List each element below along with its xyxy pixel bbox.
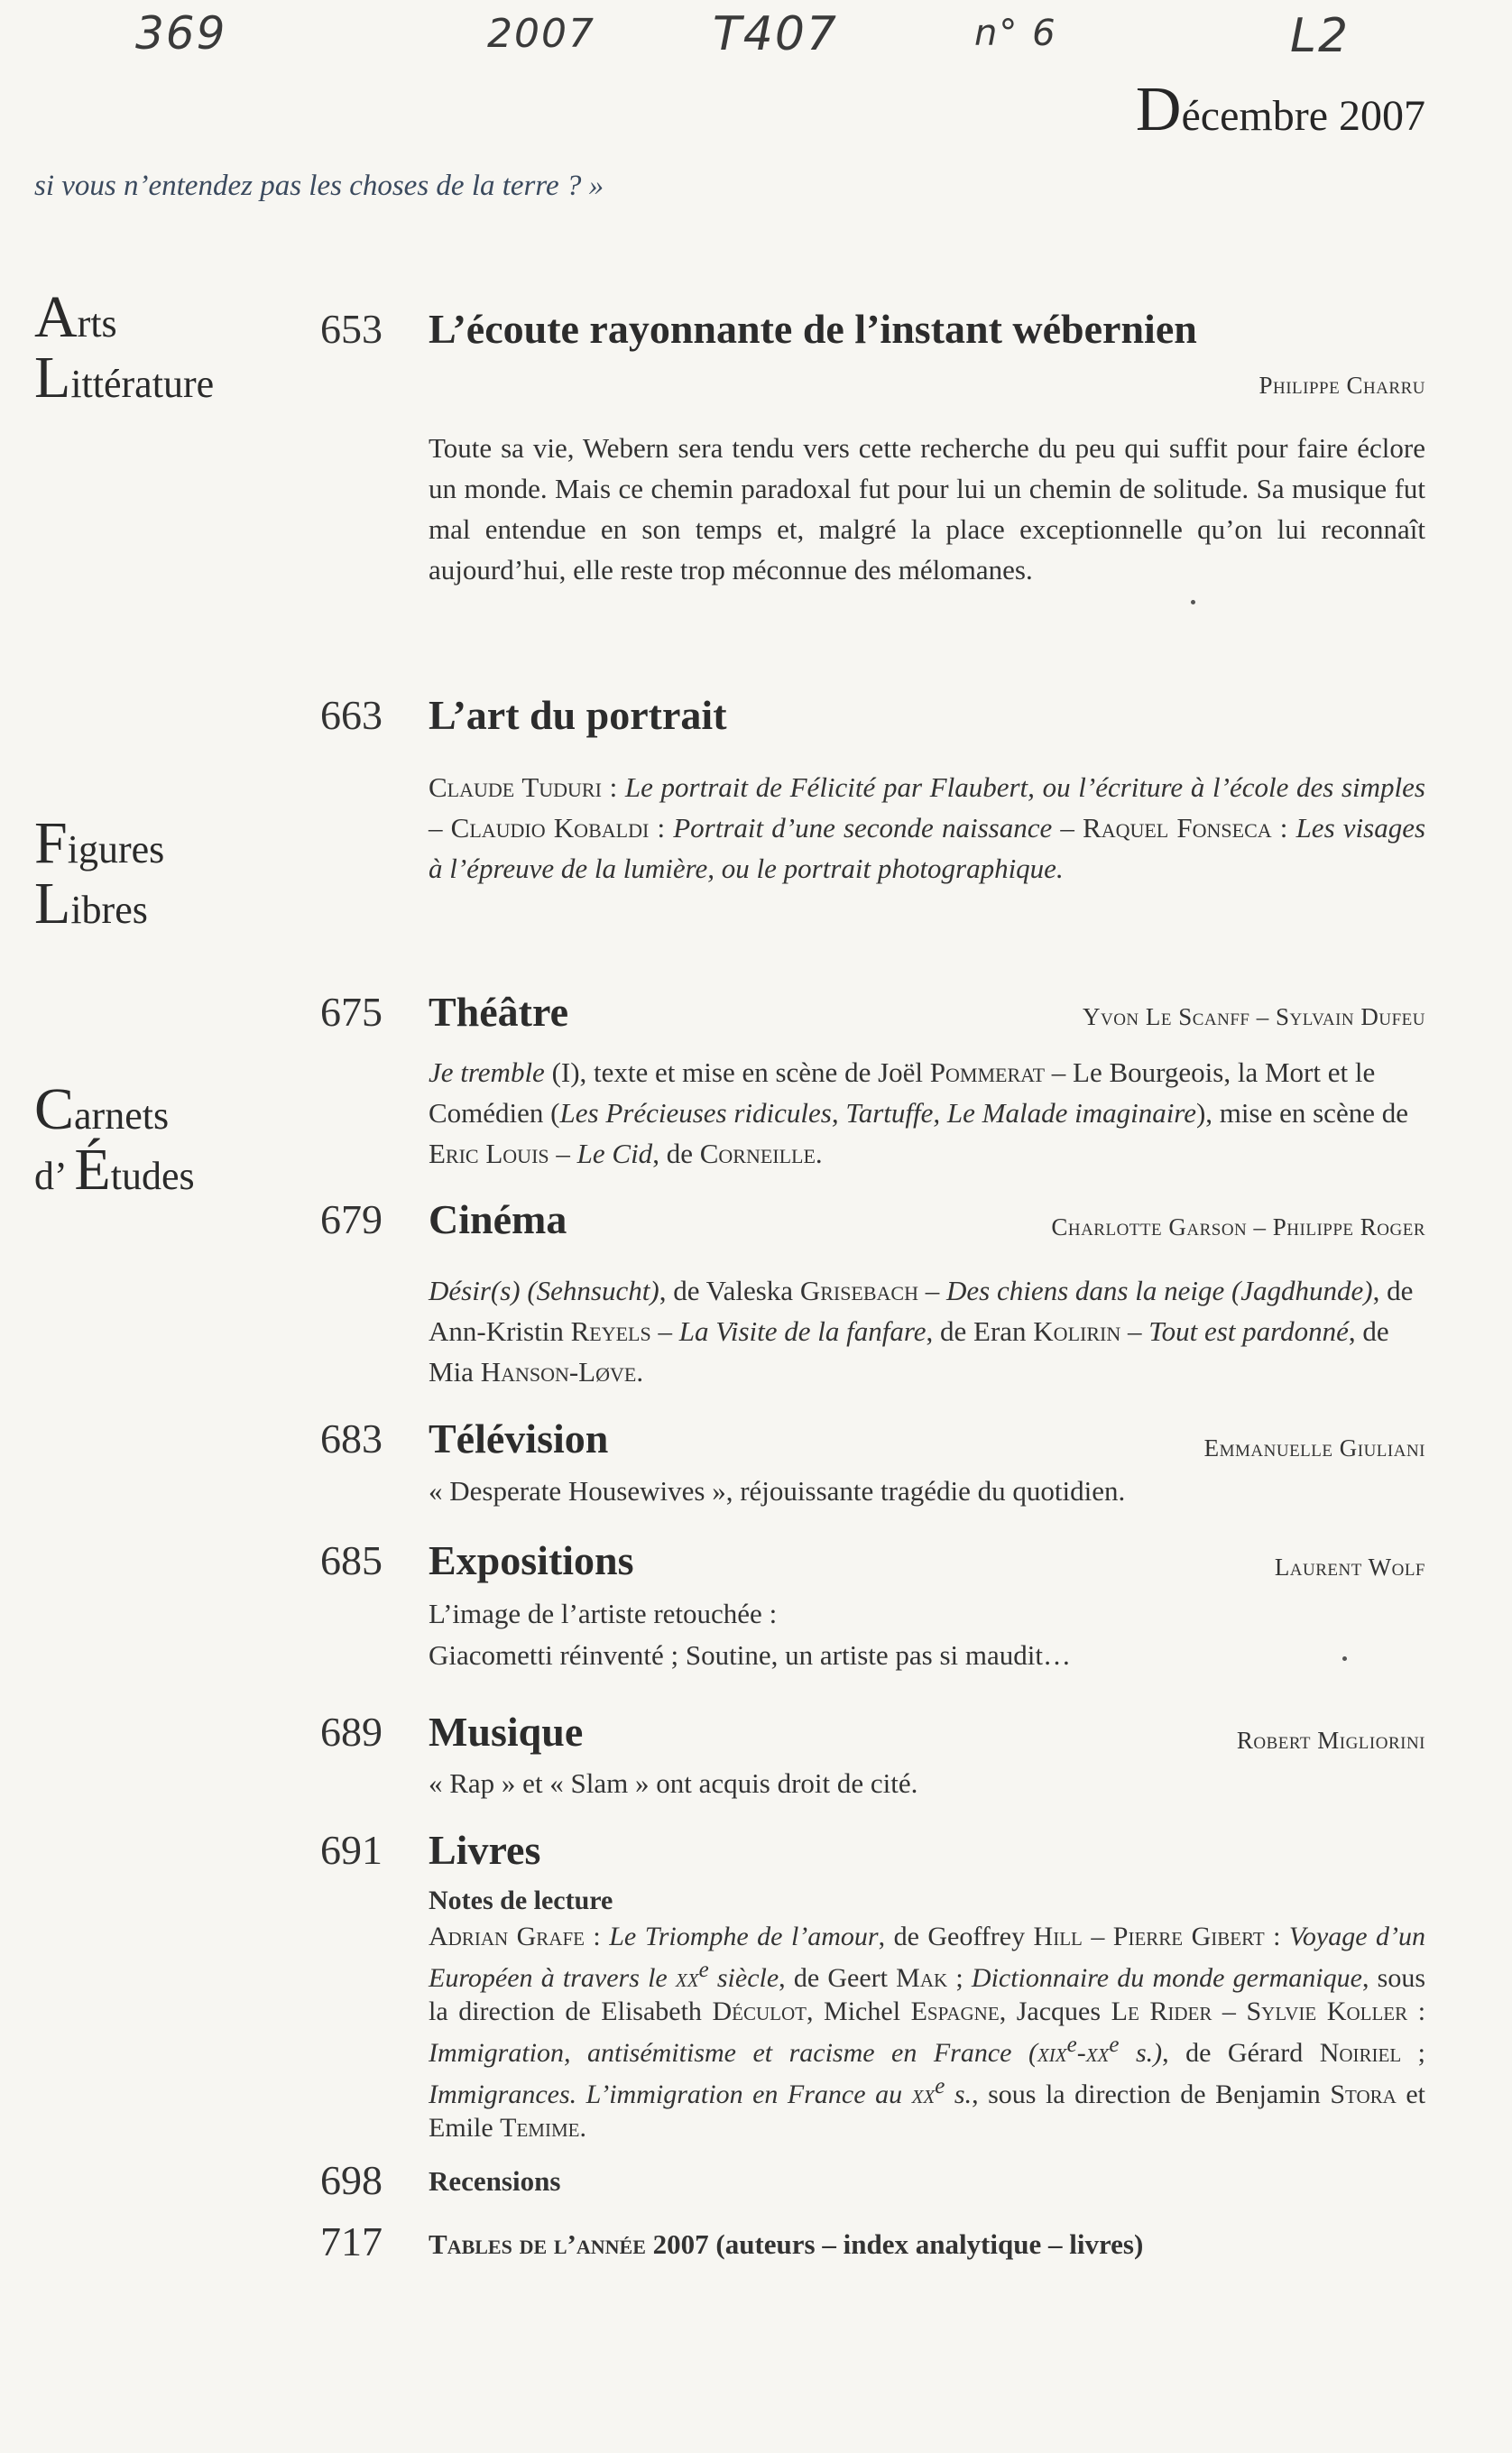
speck-2 <box>1342 1656 1347 1661</box>
title-livres[interactable]: Livres <box>429 1827 541 1873</box>
title-webern[interactable]: L’écoute rayonnante de l’instant wébernien <box>429 306 1197 352</box>
title-cinema[interactable]: Cinéma <box>429 1196 567 1242</box>
page-679: 679 <box>320 1196 383 1242</box>
page-683: 683 <box>320 1416 383 1462</box>
section-etudes-line: d’ Études <box>34 1137 195 1203</box>
page-663: 663 <box>320 692 383 738</box>
page-717: 717 <box>320 2218 383 2264</box>
section-carnets-line: Carnets <box>34 1076 170 1142</box>
handwritten-mark-3: T407 <box>713 7 839 61</box>
contents-expositions-line2: Giacometti réinventé ; Soutine, un artiste pas si maudit… <box>429 1639 1071 1671</box>
issue-date-initial: D <box>1135 75 1182 144</box>
contents-expositions-line1: L’image de l’artiste retouchée : <box>429 1598 778 1629</box>
title-musique[interactable]: Musique <box>429 1709 584 1755</box>
section-figures-line: Figures <box>34 810 165 876</box>
handwritten-mark-1: 369 <box>135 7 227 60</box>
contents-portrait: Claude Tuduri : Le portrait de Félicité par Flaubert, ou l’écriture à l’école des simples – Claudio Kobaldi : Portrait d’une seconde naissance – Raquel Fonseca : Les visages à l’épreuve de la lumière, ou le portrait photographique. <box>429 771 1426 884</box>
author-theatre: Yvon Le Scanff – Sylvain Dufeu <box>1082 1003 1425 1030</box>
title-expositions[interactable]: Expositions <box>429 1537 634 1583</box>
handwritten-mark-2: 2007 <box>487 11 595 57</box>
subtitle-notes-de-lecture: Notes de lecture <box>429 1886 613 1915</box>
page-691: 691 <box>320 1827 383 1873</box>
section-litterature-line: Littérature <box>34 345 215 410</box>
title-television[interactable]: Télévision <box>429 1416 609 1462</box>
handwritten-mark-5: L2 <box>1290 9 1351 63</box>
issue-date <box>1136 74 1425 146</box>
contents-theatre: Je tremble (I), texte et mise en scène de Joël Pommerat – Le Bourgeois, la Mort et le Comédien (Les Précieuses ridicules, Tartuffe, Le Malade imaginaire), mise en scène de Eric Louis – Le Cid, de Corneille. <box>429 1056 1408 1169</box>
author-expositions: Laurent Wolf <box>1274 1554 1425 1581</box>
author-television: Emmanuelle Giuliani <box>1203 1434 1425 1462</box>
contents-cinema: Désir(s) (Sehnsucht), de Valeska Grisebach – Des chiens dans la neige (Jagdhunde), de Ann-Kristin Reyels – La Visite de la fanfare, de Eran Kolirin – Tout est pardonné, de Mia Hanson-Løve. <box>429 1275 1414 1388</box>
page-689: 689 <box>320 1709 383 1755</box>
page-685: 685 <box>320 1537 383 1583</box>
title-tables[interactable]: Tables de l’année 2007 (auteurs – index analytique – livres) <box>429 2228 1144 2260</box>
handwritten-mark-4: n° 6 <box>974 13 1057 54</box>
page-698: 698 <box>320 2157 383 2203</box>
contents-musique: « Rap » et « Slam » ont acquis droit de cité. <box>429 1767 918 1799</box>
title-recensions[interactable]: Recensions <box>429 2165 561 2197</box>
title-theatre[interactable]: Théâtre <box>429 989 569 1035</box>
speck-1 <box>1191 600 1195 604</box>
section-carnets-etudes <box>34 1076 195 1203</box>
contents-livres: Adrian Grafe : Le Triomphe de l’amour, de Geoffrey Hill – Pierre Gibert : Voyage d’un Européen à travers le $xx^e$ siècle, de Geert Mak ; Dictionnaire du monde germanique, sous la direction de Elisabeth Déculot, Michel Espagne, Jacques Le Rider – Sylvie Koller : Immigration, antisémitisme et racisme en France ($xix^e-xx^e$ s.), de Gérard Noiriel ; Immigrances. L’immigration en France au $xx^e$ s., sous la direction de Benjamin Stora et Emile Temime. <box>429 1922 1426 2143</box>
author-cinema: Charlotte Garson – Philippe Roger <box>1051 1213 1425 1240</box>
author-musique: Robert Migliorini <box>1236 1727 1425 1754</box>
contents-television: « Desperate Housewives », réjouissante tragédie du quotidien. <box>429 1475 1126 1507</box>
section-arts-line: Arts <box>34 284 117 350</box>
abstract-webern: Toute sa vie, Webern sera tendu vers cette recherche du peu qui suffit pour faire éclore un monde. Mais ce chemin paradoxal fut pour lui un chemin de solitude. Sa musique fut mal entendue en son temps et, malgré la place exceptionnelle qu’on lui reconnaît aujourd’hui, elle reste trop méconnue des mélomanes. <box>429 432 1425 586</box>
issue-date-text: écembre 2007 <box>1181 92 1425 140</box>
section-libres-line: Libres <box>34 871 148 936</box>
section-arts-litterature <box>34 284 215 411</box>
epigraph: si vous n’entendez pas les choses de la terre ? » <box>34 170 604 202</box>
section-arts-word: rts <box>77 301 117 346</box>
author-webern: Philippe Charru <box>1258 372 1425 399</box>
page-675: 675 <box>320 989 383 1035</box>
page-653: 653 <box>320 306 383 352</box>
title-portrait[interactable]: L’art du portrait <box>429 692 727 738</box>
section-figures-libres <box>34 810 165 937</box>
